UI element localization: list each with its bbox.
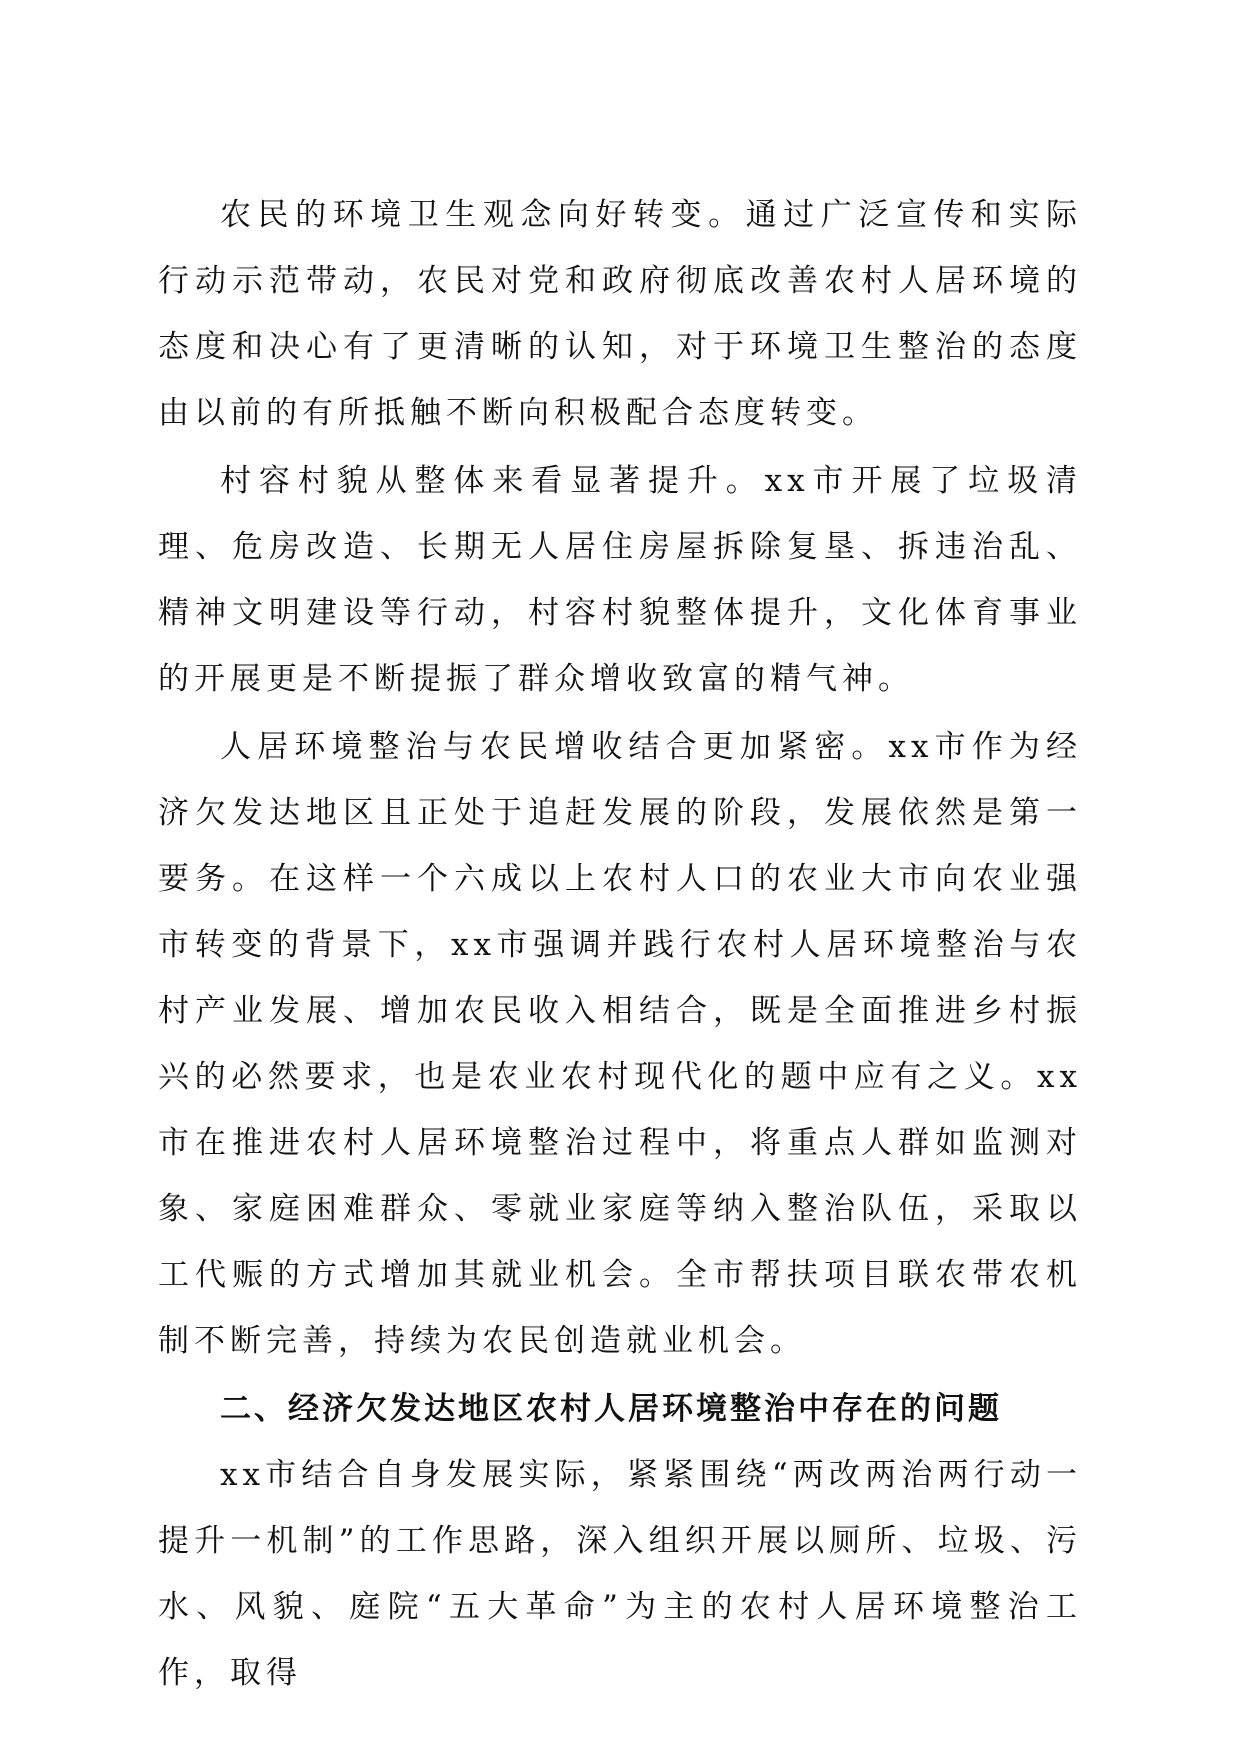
paragraph-environment-awareness: 农民的环境卫生观念向好转变。通过广泛宣传和实际行动示范带动，农民对党和政府彻底改善农村人居环境的态度和决心有了更清晰的认知，对于环境卫生整治的态度由以前的有所抵触不断向积极配合态度转变。: [158, 197, 1082, 431]
paragraph-closing: xx市结合自身发展实际，紧紧围绕“两改两治两行动一提升一机制”的工作思路，深入组织开展以厕所、垃圾、污水、风貌、庭院“五大革命”为主的农村人居环境整治工作，取得: [158, 1457, 1082, 1691]
section-heading: 二、经济欠发达地区农村人居环境整治中存在的问题: [220, 1391, 1002, 1427]
paragraph-income-integration: 人居环境整治与农民增收结合更加紧密。xx市作为经济欠发达地区且正处于追赶发展的阶段，发展依然是第一要务。在这样一个六成以上农村人口的农业大市向农业强市转变的背景下，xx市强调并践行农村人居环境整治与农村产业发展、增加农民收入相结合，既是全面推进乡村振兴的必然要求，也是农业农村现代化的题中应有之义。xx市在推进农村人居环境整治过程中，将重点人群如监测对象、家庭困难群众、零就业家庭等纳入整治队伍，采取以工代赈的方式增加其就业机会。全市帮扶项目联农带农机制不断完善，持续为农民创造就业机会。: [158, 729, 1082, 1359]
paragraph-village-appearance: 村容村貌从整体来看显著提升。xx市开展了垃圾清理、危房改造、长期无人居住房屋拆除复垦、拆违治乱、精神文明建设等行动，村容村貌整体提升，文化体育事业的开展更是不断提振了群众增收致富的精气神。: [158, 463, 1082, 697]
document-page: [158, 182, 1082, 1708]
